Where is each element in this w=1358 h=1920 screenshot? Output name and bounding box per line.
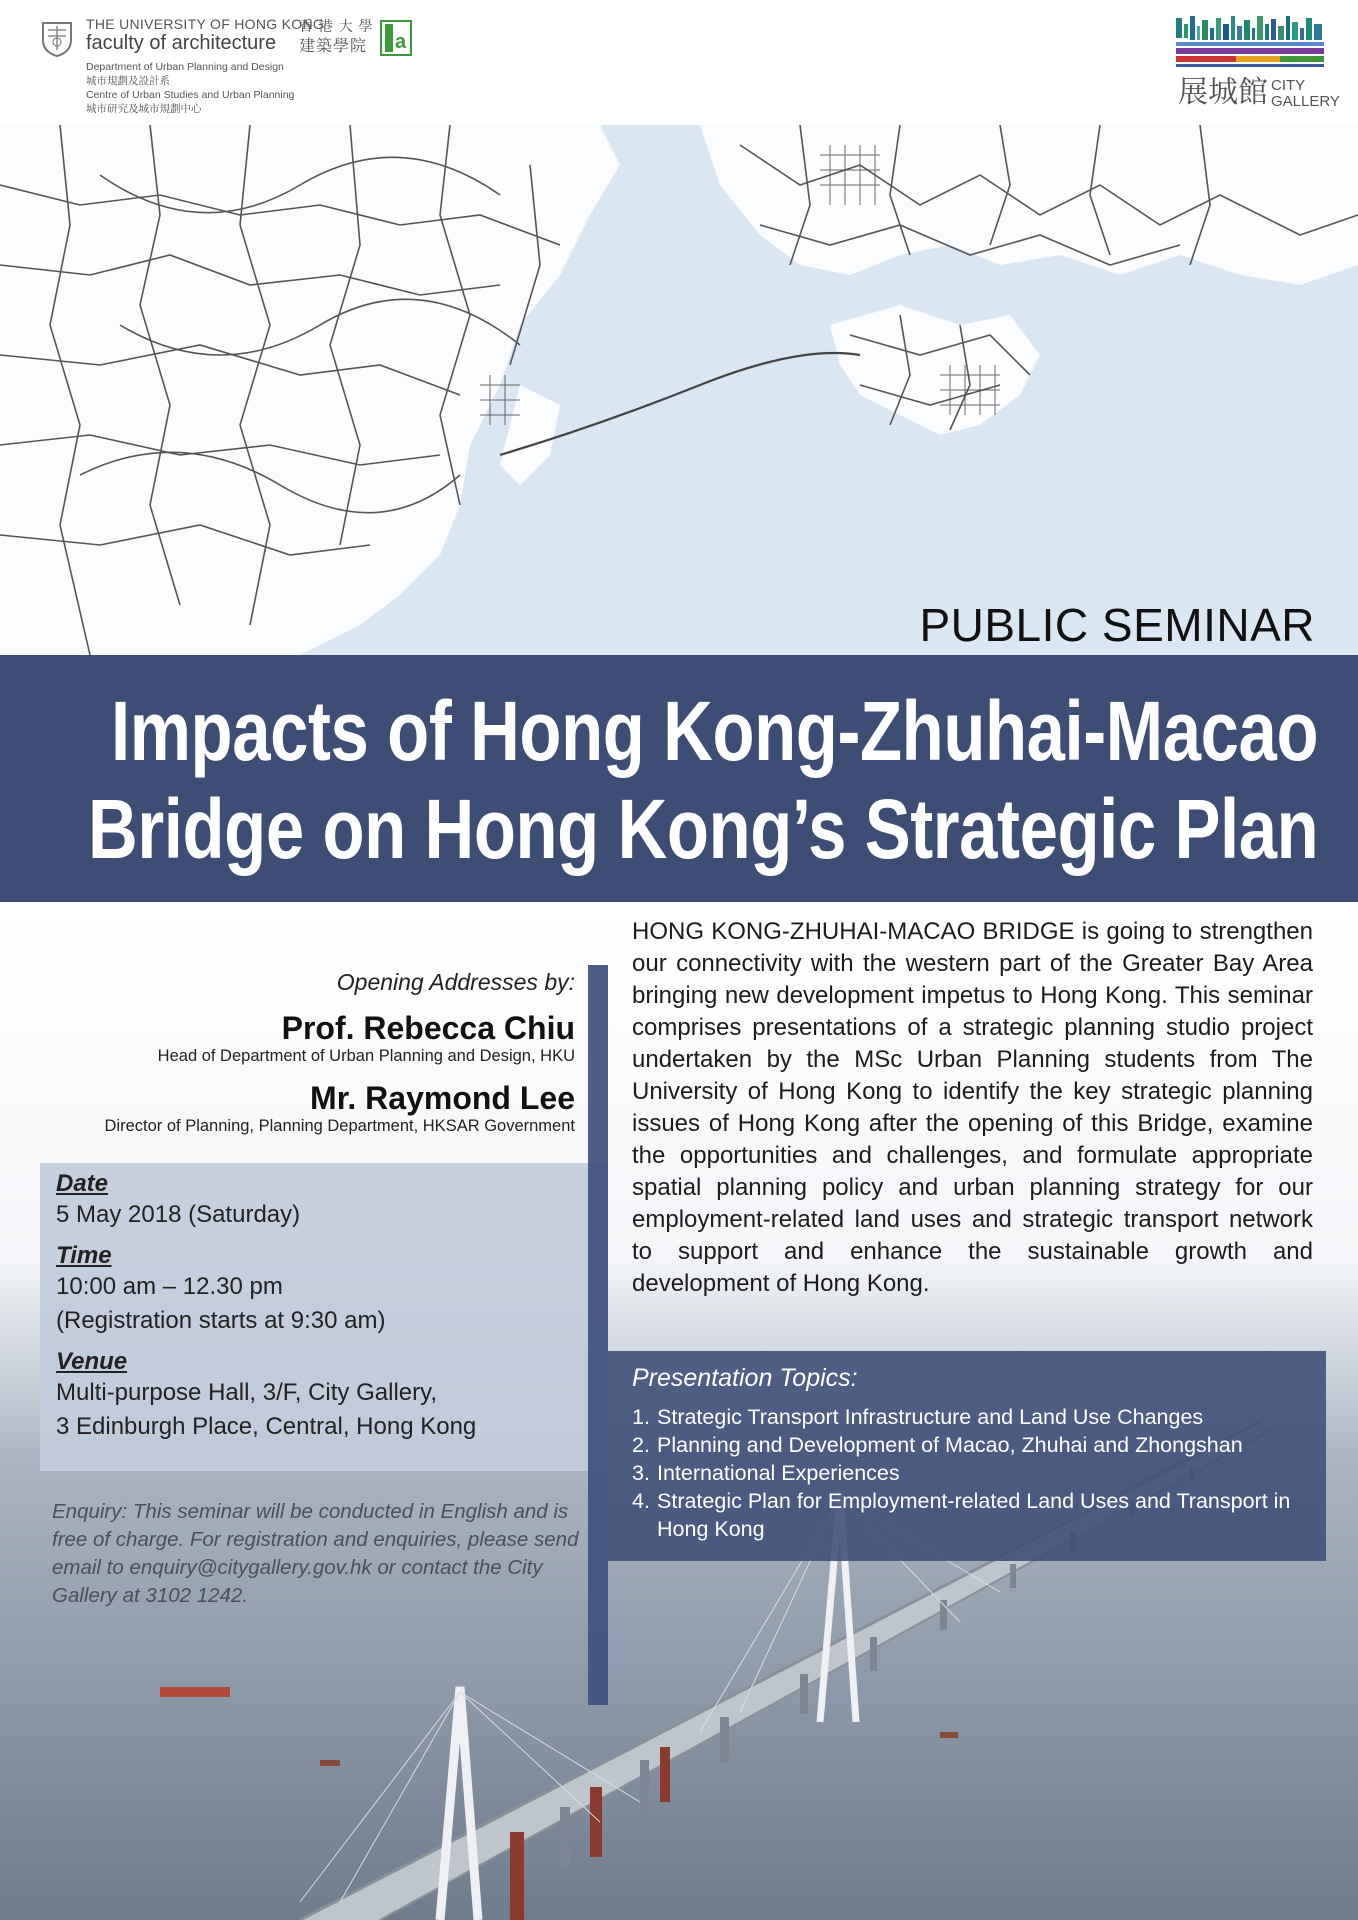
opening-addresses bbox=[30, 965, 575, 1136]
department-names bbox=[86, 60, 294, 116]
venue-line-1: Multi-purpose Hall, 3/F, City Gallery, bbox=[56, 1379, 437, 1406]
seminar-description: HONG KONG-ZHUHAI-MACAO BRIDGE is going to strengthen our connectivity with the western part of the Greater Bay Area bringing new development impetus to Hong Kong. This seminar comprises presentations of a strategic planning studio project undertaken by the MSc Urban Planning students from The University of Hong Kong to identify the key strategic planning issues of Hong Kong after the opening of this Bridge, examine the opportunities and challenges, and formulate appropriate spatial planning policy and urban planning strategy for our employment-related land uses and strategic transport network to support and enhance the sustainable growth and development of Hong Kong. bbox=[632, 918, 1313, 1297]
time-value: 10:00 am – 12.30 pm bbox=[56, 1273, 283, 1300]
city-gallery-logo bbox=[1176, 16, 1340, 118]
department-en: Department of Urban Planning and Design bbox=[86, 61, 284, 73]
city-gallery-cjk: 展城館 bbox=[1178, 75, 1268, 110]
speaker-role: Director of Planning, Planning Department, HKSAR Government bbox=[104, 1117, 575, 1135]
topic-text: Strategic Plan for Employment-related Land Uses and Transport in Hong Kong bbox=[657, 1489, 1291, 1541]
topic-text: Planning and Development of Macao, Zhuhai and Zhongshan bbox=[657, 1433, 1243, 1457]
title-band bbox=[0, 655, 1358, 902]
faculty-name-chinese: 建築學院 bbox=[299, 38, 368, 55]
topic-text: International Experiences bbox=[657, 1461, 900, 1485]
topics-heading: Presentation Topics: bbox=[632, 1364, 858, 1392]
speaker-role: Head of Department of Urban Planning and Design, HKU bbox=[157, 1047, 575, 1065]
city-gallery-en-2: GALLERY bbox=[1271, 93, 1340, 110]
venue-line-2: 3 Edinburgh Place, Central, Hong Kong bbox=[56, 1413, 477, 1440]
title-line-1: Impacts of Hong Kong-Zhuhai-Macao bbox=[110, 684, 1318, 778]
department-cjk: 城市規劃及設計系 bbox=[86, 75, 170, 87]
topic-item bbox=[632, 1459, 1322, 1487]
presentation-topics bbox=[632, 1364, 1322, 1543]
city-gallery-barcode-icon bbox=[1176, 16, 1324, 67]
speaker-name: Prof. Rebecca Chiu bbox=[281, 1010, 575, 1046]
topic-item bbox=[632, 1403, 1322, 1431]
pearl-river-delta-map bbox=[0, 125, 1358, 655]
foa-logo-icon bbox=[380, 20, 412, 56]
topic-number: 1. bbox=[632, 1405, 650, 1429]
date-value: 5 May 2018 (Saturday) bbox=[56, 1201, 301, 1228]
public-seminar-label: PUBLIC SEMINAR bbox=[919, 599, 1315, 651]
poster-header bbox=[0, 0, 1358, 125]
title-line-2: Bridge on Hong Kong’s Strategic Plan bbox=[87, 782, 1318, 876]
centre-cjk: 城市研究及城市規劃中心 bbox=[86, 103, 202, 115]
topic-number: 3. bbox=[632, 1461, 650, 1485]
svg-text:a: a bbox=[395, 31, 407, 53]
topic-item bbox=[632, 1487, 1322, 1543]
topic-number: 2. bbox=[632, 1433, 650, 1457]
hku-wordmark bbox=[86, 16, 324, 55]
enquiry-text: Enquiry: This seminar will be conducted in English and is free of charge. For registration and enquiries, please send email to enquiry@citygallery.gov.hk or contact the City Gallery at 3102 1242. bbox=[52, 1500, 579, 1607]
hku-name-chinese: 香 港 大 學 bbox=[299, 18, 374, 34]
city-gallery-en-1: CITY bbox=[1271, 77, 1306, 94]
venue-label: Venue bbox=[56, 1348, 128, 1375]
centre-en: Centre of Urban Studies and Urban Planning bbox=[86, 89, 295, 101]
opening-addresses-heading: Opening Addresses by: bbox=[336, 969, 575, 995]
speaker-name: Mr. Raymond Lee bbox=[310, 1080, 575, 1116]
topic-text: Strategic Transport Infrastructure and Land Use Changes bbox=[657, 1405, 1204, 1429]
time-label: Time bbox=[56, 1242, 112, 1269]
date-label: Date bbox=[56, 1170, 109, 1197]
hku-name: THE UNIVERSITY OF HONG KONG bbox=[86, 16, 325, 32]
faculty-name: faculty of architecture bbox=[86, 32, 277, 55]
topic-item bbox=[632, 1431, 1322, 1459]
registration-note: (Registration starts at 9:30 am) bbox=[56, 1307, 386, 1334]
topic-number: 4. bbox=[632, 1489, 650, 1513]
event-info bbox=[56, 1170, 586, 1444]
road-network-map-icon bbox=[0, 125, 1358, 655]
hku-crest-icon bbox=[40, 20, 74, 58]
